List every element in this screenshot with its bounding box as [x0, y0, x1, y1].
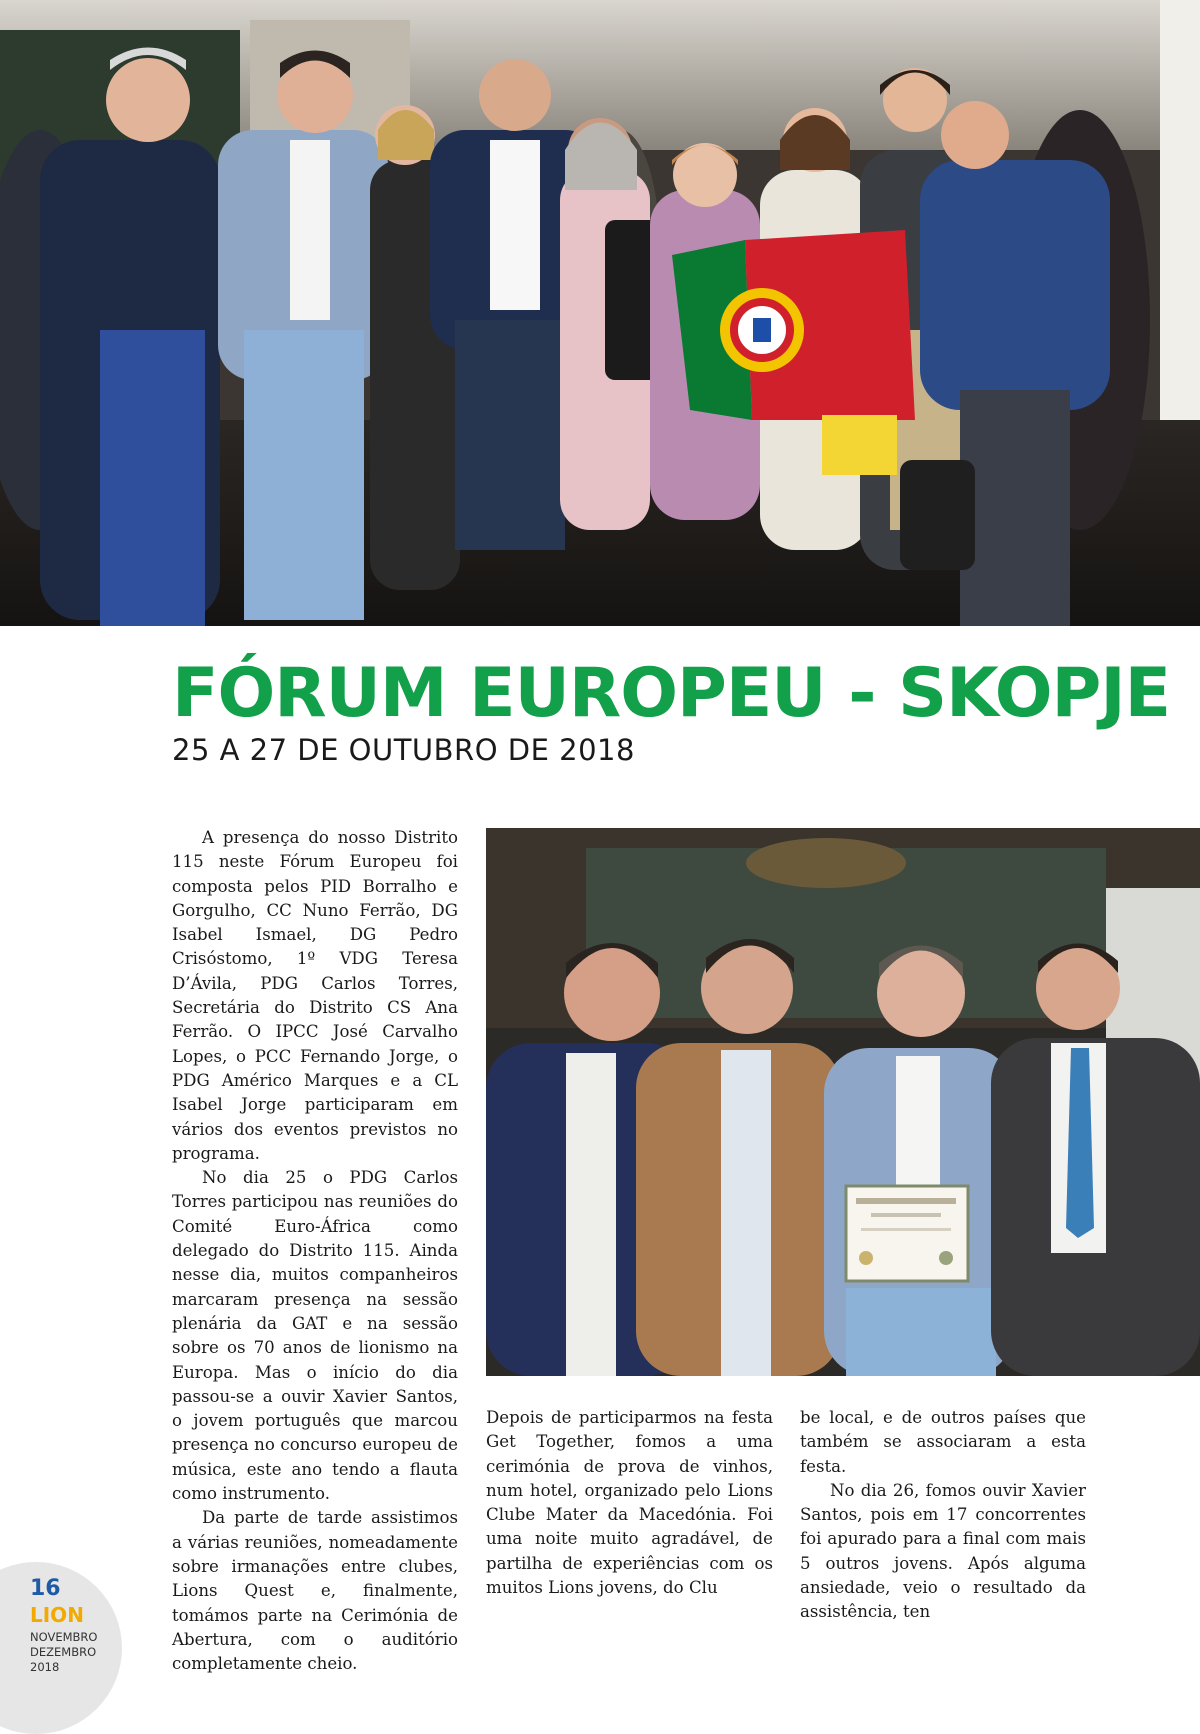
issue-month-1: NOVEMBRO: [30, 1630, 98, 1644]
paragraph: be local, e de outros países que também se associaram a esta festa.: [800, 1408, 1086, 1476]
magazine-name: LION: [30, 1603, 84, 1627]
article-title: FÓRUM EUROPEU - SKOPJE: [172, 654, 1171, 733]
paragraph: No dia 26, fomos ouvir Xavier Santos, pois em 17 concorrentes foi apurado para a final com mais 5 outros jovens. Após alguma ansiedade, veio o resultado da assistência, ten: [800, 1480, 1086, 1622]
paragraph: Depois de participarmos na festa Get Together, fomos a uma cerimónia de prova de vinhos, num hotel, organizado pelo Lions Clube Mater da Macedónia. Foi uma noite muito agradável, de partilha de experiências com os muitos Lions jovens, do Clu: [486, 1408, 773, 1598]
portuguese-flag: [672, 230, 915, 420]
article-subtitle: 25 A 27 DE OUTUBRO DE 2018: [172, 733, 635, 767]
group-photo-with-portuguese-flag: [0, 0, 1200, 626]
issue-year: 2018: [30, 1660, 60, 1674]
article-column-3: [800, 1406, 1086, 1625]
paragraph: No dia 25 o PDG Carlos Torres participou nas reuniões do Comité Euro-África como delegado do Distrito 115. Ainda nesse dia, muitos companheiros marcaram presença na sessão plenária da GAT e na sessão sobre os 70 anos de lionismo na Europa. Mas o início do dia passou-se a ouvir Xavier Santos, o jovem português que marcou presença no concurso europeu de música, este ano tendo a flauta como instrumento.: [172, 1168, 458, 1504]
certificate-presentation-photo: [486, 828, 1200, 1376]
certificate: [846, 1186, 968, 1281]
issue-month-2: DEZEMBRO: [30, 1645, 97, 1659]
paragraph: Da parte de tarde assistimos a várias reuniões, nomeadamente sobre irmanações entre clubes, Lions Quest e, finalmente, tomámos parte na Cerimónia de Abertura, com o auditório completamente cheio.: [172, 1508, 458, 1674]
paragraph: A presença do nosso Distrito 115 neste Fórum Europeu foi composta pelos PID Borralho e Gorgulho, CC Nuno Ferrão, DG Isabel Ismael, DG Pedro Crisóstomo, 1º VDG Teresa D’Ávila, PDG Carlos Torres, Secretária do Distrito CS Ana Ferrão. O IPCC José Carvalho Lopes, o PCC Fernando Jorge, o PDG Américo Marques e a CL Isabel Jorge participaram em vários dos eventos previstos no programa.: [172, 828, 458, 1163]
page-number: 16: [30, 1576, 61, 1601]
article-column-2: [486, 1406, 773, 1600]
article-column-1: [172, 826, 458, 1676]
